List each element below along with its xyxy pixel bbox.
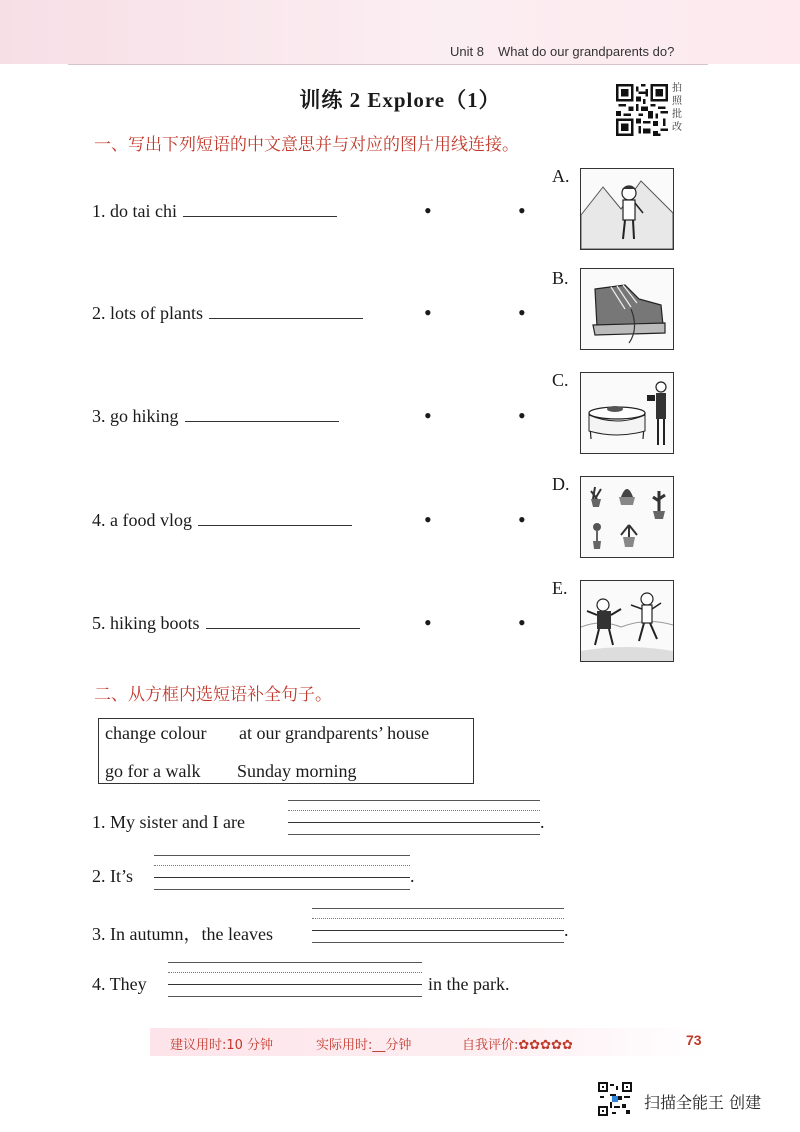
box-phrase: Sunday morning	[237, 761, 357, 781]
self-evaluation	[462, 1034, 573, 1053]
hiking-boot-icon	[580, 268, 674, 350]
self-eval-label: 自我评价:	[462, 1038, 519, 1053]
phrase-text: 3. go hiking	[92, 406, 179, 426]
qr-caption	[672, 82, 686, 134]
phrase-item	[92, 300, 363, 324]
watermark: 扫描全能王 创建	[644, 1093, 762, 1112]
match-dot-left[interactable]: •	[424, 507, 432, 532]
sentence-start: 3. In autumn，the leaves	[92, 924, 273, 944]
unit-title: What do our grandparents do?	[497, 44, 675, 59]
phrase-text: 2. lots of plants	[92, 303, 203, 323]
picture-label: B.	[552, 268, 569, 288]
tai-chi-icon	[580, 580, 674, 662]
phrase-item	[92, 198, 337, 222]
sentence-end: in the park.	[428, 974, 510, 994]
answer-blank[interactable]	[206, 610, 360, 629]
picture-label: E.	[552, 578, 568, 598]
potted-plants-icon	[580, 476, 674, 558]
match-dot-right[interactable]: •	[518, 403, 526, 428]
box-phrase: at our grandparents’ house	[239, 723, 430, 743]
phrase-item	[92, 507, 352, 531]
match-dot-right[interactable]: •	[518, 610, 526, 635]
header-band	[0, 0, 800, 64]
hiker-in-mountains-icon	[580, 168, 674, 250]
section-1-title: 一、写出下列短语的中文意思并与对应的图片用线连接。	[94, 135, 519, 155]
match-dot-left[interactable]: •	[424, 300, 432, 325]
phrase-item	[92, 610, 360, 634]
sentence-end: .	[564, 920, 569, 940]
sentence-start: 4. They	[92, 974, 147, 994]
phrase-box	[98, 718, 474, 784]
qr-caption-char: 照	[672, 96, 682, 107]
qr-caption-char: 拍	[672, 83, 682, 94]
sentence-start: 2. It’s	[92, 866, 134, 886]
section-2-title: 二、从方框内选短语补全句子。	[94, 685, 332, 705]
answer-blank[interactable]	[185, 403, 339, 422]
phrase-item	[92, 403, 339, 427]
man-filming-food-icon	[580, 372, 674, 454]
camscanner-qr-icon	[598, 1082, 632, 1116]
box-phrase: go for a walk	[105, 761, 201, 781]
page-title: 训练 2 Explore（1）	[299, 88, 501, 112]
sentence-start: 1. My sister and I are	[92, 812, 245, 832]
phrase-text: 5. hiking boots	[92, 613, 200, 633]
sentence-end: .	[410, 866, 415, 886]
qr-code-icon[interactable]	[616, 84, 668, 136]
match-dot-right[interactable]: •	[518, 198, 526, 223]
sentence-end: .	[540, 812, 545, 832]
suggested-time: 建议用时:10 分钟	[170, 1038, 274, 1053]
answer-blank[interactable]	[209, 300, 363, 319]
answer-blank[interactable]	[198, 507, 352, 526]
picture-label: C.	[552, 370, 569, 390]
header-rule	[68, 64, 708, 65]
unit-number: Unit 8	[450, 44, 484, 59]
unit-header	[450, 44, 674, 59]
qr-caption-char: 改	[672, 122, 682, 133]
match-dot-right[interactable]: •	[518, 300, 526, 325]
match-dot-left[interactable]: •	[424, 198, 432, 223]
phrase-text: 4. a food vlog	[92, 510, 192, 530]
box-phrase: change colour	[105, 723, 207, 743]
page-number: 73	[686, 1032, 702, 1048]
qr-caption-char: 批	[672, 109, 682, 120]
match-dot-right[interactable]: •	[518, 507, 526, 532]
match-dot-left[interactable]: •	[424, 403, 432, 428]
match-dot-left[interactable]: •	[424, 610, 432, 635]
picture-label: A.	[552, 166, 570, 186]
phrase-text: 1. do tai chi	[92, 201, 177, 221]
rating-stars-icon[interactable]: ✿✿✿✿✿	[518, 1038, 573, 1053]
actual-time: 实际用时:__分钟	[316, 1038, 412, 1053]
answer-blank[interactable]	[183, 198, 337, 217]
picture-label: D.	[552, 474, 570, 494]
